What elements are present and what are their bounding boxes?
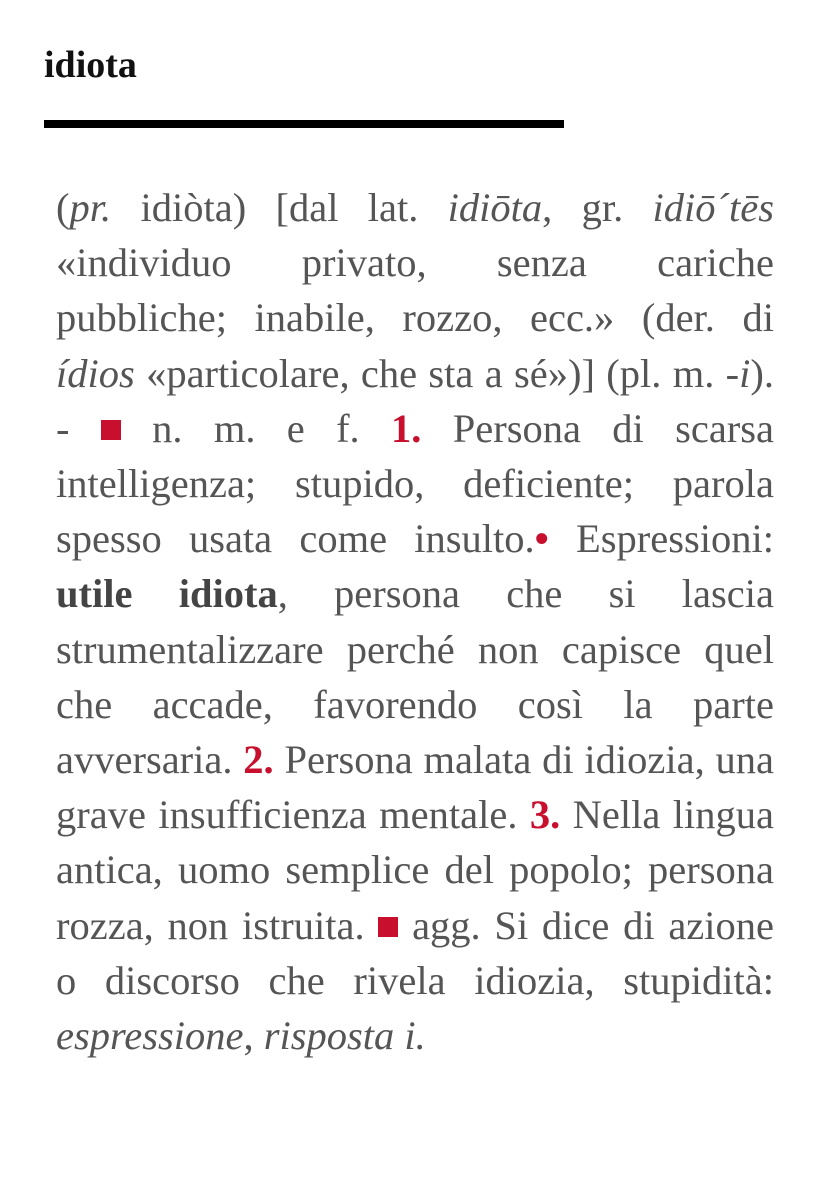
pronunciation: idiòta <box>140 185 233 230</box>
etymology-from: dal lat. <box>288 185 419 230</box>
expression-text: , persona che si lascia strumentalizzare perché non capisce quel che accade, favorendo così la parte avversaria. <box>56 571 775 783</box>
plural-label: pl. <box>619 350 662 396</box>
expressions-label: Espressioni: <box>576 516 774 562</box>
section-square-icon <box>378 917 398 937</box>
etymology-gloss: «individuo privato, senza cariche pubbliche; inabile, rozzo, ecc.» <box>56 240 774 341</box>
definition-body: (pr. idiòta) [dal lat. idiōta, gr. idiō´tēs «individuo privato, senza cariche pubbliche; inabile, rozzo, ecc.» (der. di ídios «particolare, che sta a sé»)] (pl. m. -i). - n. m. e f. 1. Persona di scarsa intelligenza; stupido, deficiente; parola spesso usata come insulto.• Espressioni: utile idiota, persona che si lascia strumentalizzare perché non capisce quel che accade, favorendo così la parte avversaria. 2. Persona malata di idiozia, una grave insufficienza mentale. 3. Nella lingua antica, uomo semplice del popolo; persona rozza, non istruita. agg. Si dice di azione o discorso che rivela idiozia, stupidità: espressione, risposta i. <box>56 185 775 1059</box>
pronunciation-label: pr. <box>69 185 112 230</box>
adjective-example-2: risposta i. <box>263 1013 426 1059</box>
sense-3-number: 3. <box>529 792 561 838</box>
adjective-example-1: espressione <box>56 1013 244 1059</box>
plural-form: -i <box>725 350 751 396</box>
headword: idiota <box>44 44 137 86</box>
pos-noun: n. m. e f. <box>152 405 360 451</box>
pos-adjective: agg. <box>412 902 481 948</box>
expression-term: utile idiota <box>56 571 278 617</box>
headword-underline <box>44 120 564 128</box>
bullet-icon: • <box>534 516 549 562</box>
etymology-root: ídios <box>56 350 135 396</box>
etymology-greek-label: gr. <box>581 185 624 230</box>
plural-gender: m. <box>672 350 715 396</box>
sense-2-text: Persona malata di idiozia, una grave insufficienza mentale. <box>56 737 775 838</box>
sense-2-number: 2. <box>243 737 274 783</box>
section-square-icon <box>101 420 121 440</box>
sense-3-text: Nella lingua antica, uomo semplice del popolo; persona rozza, non istruita. <box>56 792 774 948</box>
etymology-greek: idiō´tēs <box>652 185 775 230</box>
sense-1-number: 1. <box>391 405 422 451</box>
etymology-latin: idiōta <box>447 185 543 230</box>
etymology-derivation: der. di <box>655 295 774 341</box>
etymology-root-gloss: «particolare, che sta a sé» <box>146 350 568 396</box>
sense-1-text: Persona di scarsa intelligenza; stupido, deficiente; parola spesso usata come insulto. <box>56 405 775 562</box>
adjective-text: Si dice di azione o discorso che rivela idiozia, stupidità: <box>56 902 775 1003</box>
